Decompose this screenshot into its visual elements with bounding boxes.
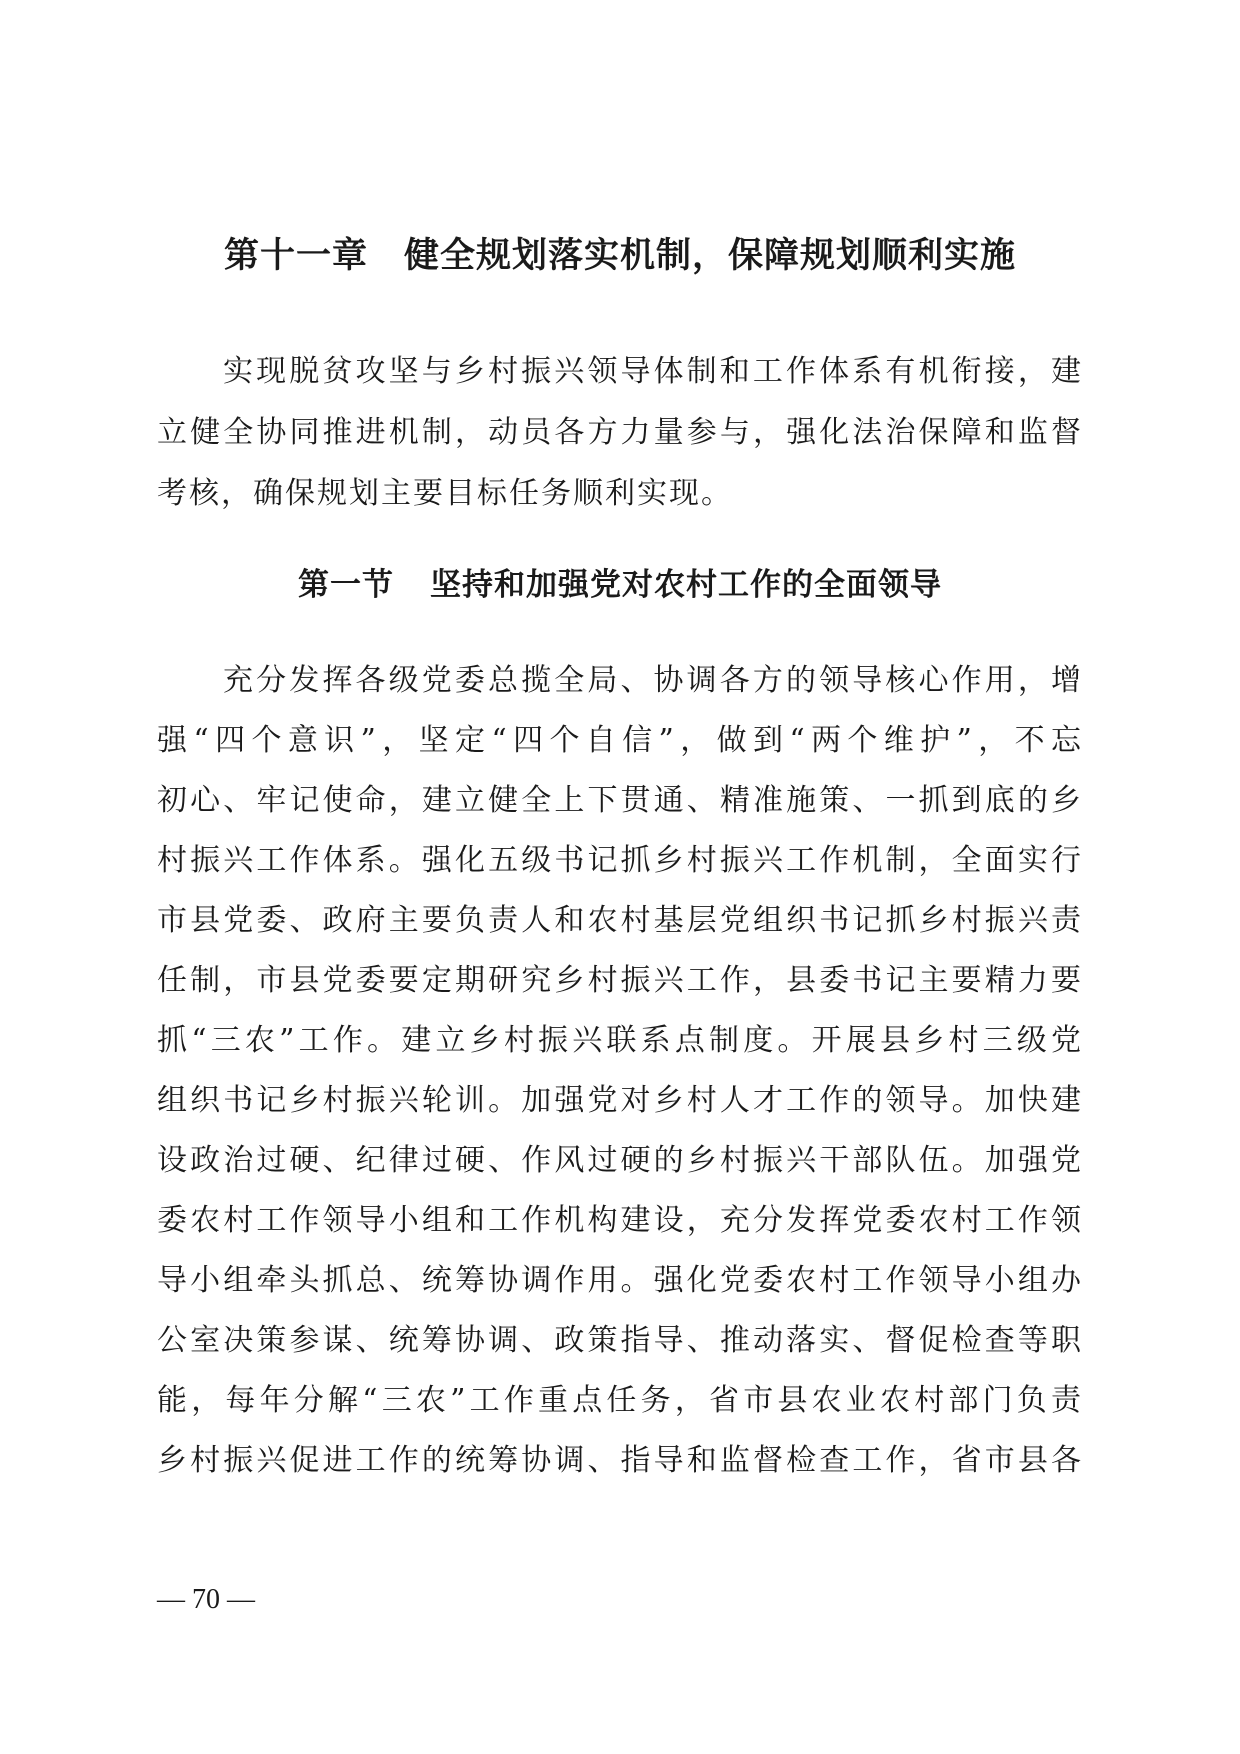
text-line: 立健全协同推进机制，动员各方力量参与，强化法治保障和监督: [157, 415, 1083, 450]
section-heading: [160, 560, 1080, 610]
section-number: 第一节: [298, 567, 394, 603]
body-paragraph: [157, 651, 1083, 1491]
chapter-title-text: 健全规划落实机制，保障规划顺利实施: [404, 236, 1017, 276]
text-line: 实现脱贫攻坚与乡村振兴领导体制和工作体系有机衔接，建: [223, 354, 1083, 389]
text-line: 充分发挥各级党委总揽全局、协调各方的领导核心作用，增: [223, 663, 1083, 698]
text-line: 抓“三农”工作。建立乡村振兴联系点制度。开展县乡村三级党: [157, 1023, 1083, 1058]
text-line: 公室决策参谋、统筹协调、政策指导、推动落实、督促检查等职: [157, 1323, 1083, 1358]
section-title-text: 坚持和加强党对农村工作的全面领导: [430, 567, 942, 603]
text-line: 设政治过硬、纪律过硬、作风过硬的乡村振兴干部队伍。加强党: [157, 1143, 1083, 1178]
text-line: 初心、牢记使命，建立健全上下贯通、精准施策、一抓到底的乡: [157, 783, 1083, 818]
intro-paragraph: [157, 341, 1083, 524]
text-line: 委农村工作领导小组和工作机构建设，充分发挥党委农村工作领: [157, 1203, 1083, 1238]
page-number: — 70 —: [157, 1584, 255, 1615]
text-line: 组织书记乡村振兴轮训。加强党对乡村人才工作的领导。加快建: [157, 1083, 1083, 1118]
text-line: 乡村振兴促进工作的统筹协调、指导和监督检查工作，省市县各: [157, 1443, 1083, 1478]
text-line: 导小组牵头抓总、统筹协调作用。强化党委农村工作领导小组办: [157, 1263, 1083, 1298]
text-line: 市县党委、政府主要负责人和农村基层党组织书记抓乡村振兴责: [157, 903, 1083, 938]
text-line: 任制，市县党委要定期研究乡村振兴工作，县委书记主要精力要: [157, 963, 1083, 998]
chapter-number: 第十一章: [223, 236, 368, 276]
text-line: 强“四个意识”，坚定“四个自信”，做到“两个维护”，不忘: [157, 723, 1083, 758]
text-line: 能，每年分解“三农”工作重点任务，省市县农业农村部门负责: [157, 1383, 1083, 1418]
chapter-heading: [160, 226, 1080, 286]
text-line: 考核，确保规划主要目标任务顺利实现。: [157, 476, 733, 511]
text-line: 村振兴工作体系。强化五级书记抓乡村振兴工作机制，全面实行: [157, 843, 1083, 878]
